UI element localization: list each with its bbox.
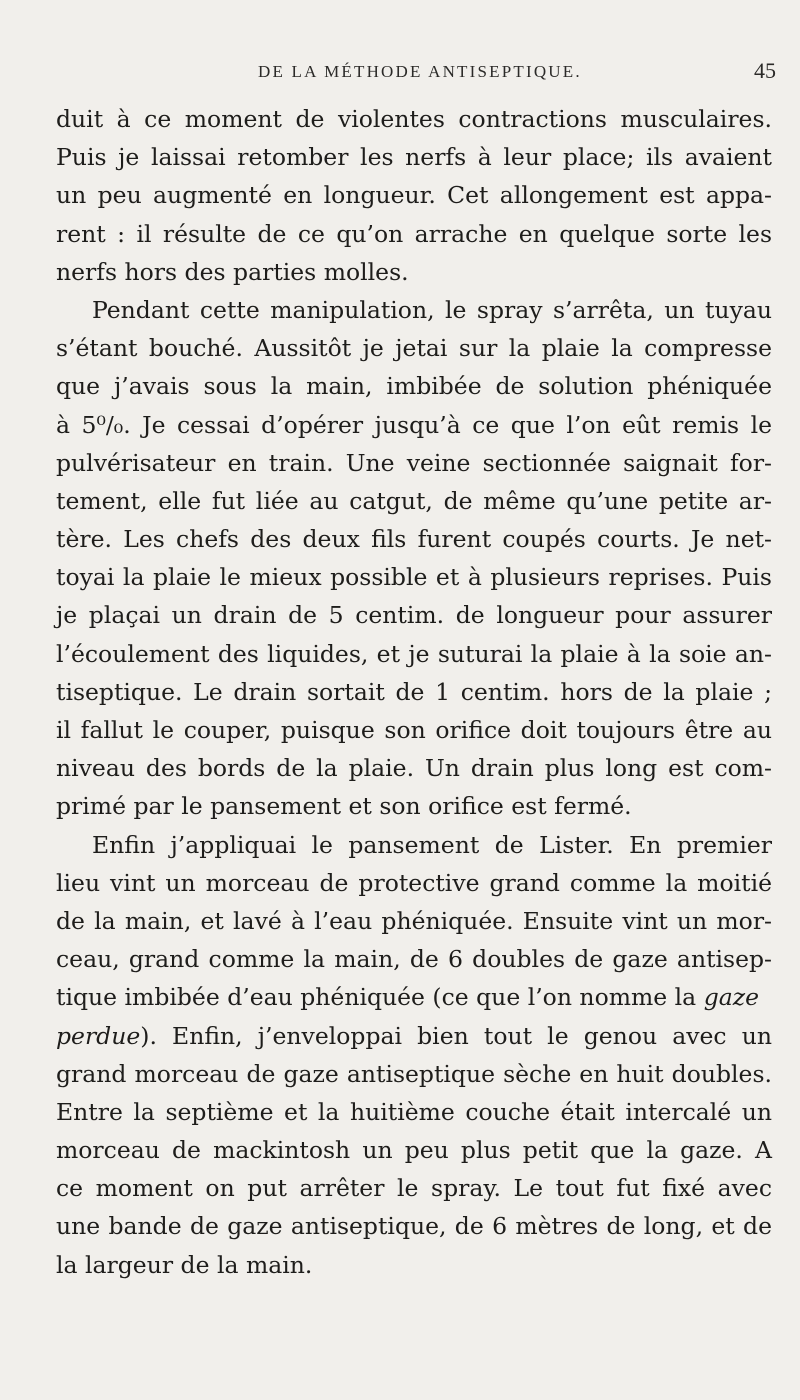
text-line: il fallut le couper, puisque son orifice doit toujours être au: [56, 716, 772, 744]
text-line: pulvérisateur en train. Une veine sectionnée saignait for-: [56, 448, 772, 477]
text-line: ce moment on put arrêter le spray. Le tout fut fixé avec: [56, 1174, 772, 1203]
text-line: Entre la septième et la huitième couche était intercalé un: [56, 1097, 772, 1126]
text-line: grand morceau de gaze antiseptique sèche en huit doubles.: [56, 1059, 772, 1088]
text-line: ceau, grand comme la main, de 6 doubles de gaze antisep-: [56, 945, 772, 974]
text-line: tement, elle fut liée au catgut, de même qu’une petite ar-: [56, 486, 772, 515]
text-line: toyai la plaie le mieux possible et à plusieurs reprises. Puis: [56, 563, 772, 592]
text-line: [56, 1017, 772, 1055]
text-line: [56, 978, 772, 1016]
text-line: que j’avais sous la main, imbibée de solution phéniquée: [56, 372, 772, 401]
text-line: lieu vint un morceau de protective grand comme la moitié: [56, 868, 772, 897]
text-line: tère. Les chefs des deux fils furent coupés courts. Je net-: [56, 525, 772, 554]
text-line: s’étant bouché. Aussitôt je jetai sur la plaie la compresse: [56, 334, 772, 363]
italic-term: gaze: [703, 983, 760, 1012]
text-segment: tique imbibée d’eau phéniquée (ce que l’on nomme la: [56, 983, 697, 1012]
text-line: morceau de mackintosh un peu plus petit que la gaze. A: [56, 1136, 772, 1165]
text-line: une bande de gaze antiseptique, de 6 mètres de long, et de: [56, 1212, 772, 1241]
text-line: rent : il résulte de ce qu’on arrache en quelque sorte les: [56, 219, 772, 248]
text-line: niveau des bords de la plaie. Un drain plus long est com-: [56, 754, 772, 783]
text-line: l’écoulement des liquides, et je suturai la plaie à la soie an-: [56, 639, 772, 668]
text-line: de la main, et lavé à l’eau phéniquée. Ensuite vint un mor-: [56, 906, 772, 935]
text-line: je plaçai un drain de 5 centim. de longueur pour assurer: [56, 601, 772, 630]
text-line: Enfin j’appliquai le pansement de Lister. En premier: [92, 830, 772, 859]
text-line: nerfs hors des parties molles.: [56, 257, 409, 286]
text-line: Puis je laissai retomber les nerfs à leur place; ils avaient: [56, 143, 772, 172]
text-line: un peu augmenté en longueur. Cet allongement est appa-: [56, 181, 772, 210]
text-line: tiseptique. Le drain sortait de 1 centim. hors de la plaie ;: [56, 677, 772, 706]
text-segment: ). Enfin, j’enveloppai bien tout le genou avec un: [140, 1021, 772, 1050]
text-line: primé par le pansement et son orifice est fermé.: [56, 792, 632, 821]
running-head: [0, 58, 800, 84]
text-line: à 5⁰/₀. Je cessai d’opérer jusqu’à ce que l’on eût remis le: [56, 410, 772, 439]
text-line: duit à ce moment de violentes contractions musculaires.: [56, 105, 772, 133]
text-line: Pendant cette manipulation, le spray s’arrêta, un tuyau: [92, 295, 772, 324]
page-number: 45: [754, 58, 776, 83]
italic-term: perdue: [56, 1021, 141, 1050]
body-text: [56, 100, 772, 1284]
running-title: DE LA MÉTHODE ANTISEPTIQUE.: [258, 62, 582, 81]
text-line: la largeur de la main.: [56, 1250, 313, 1279]
